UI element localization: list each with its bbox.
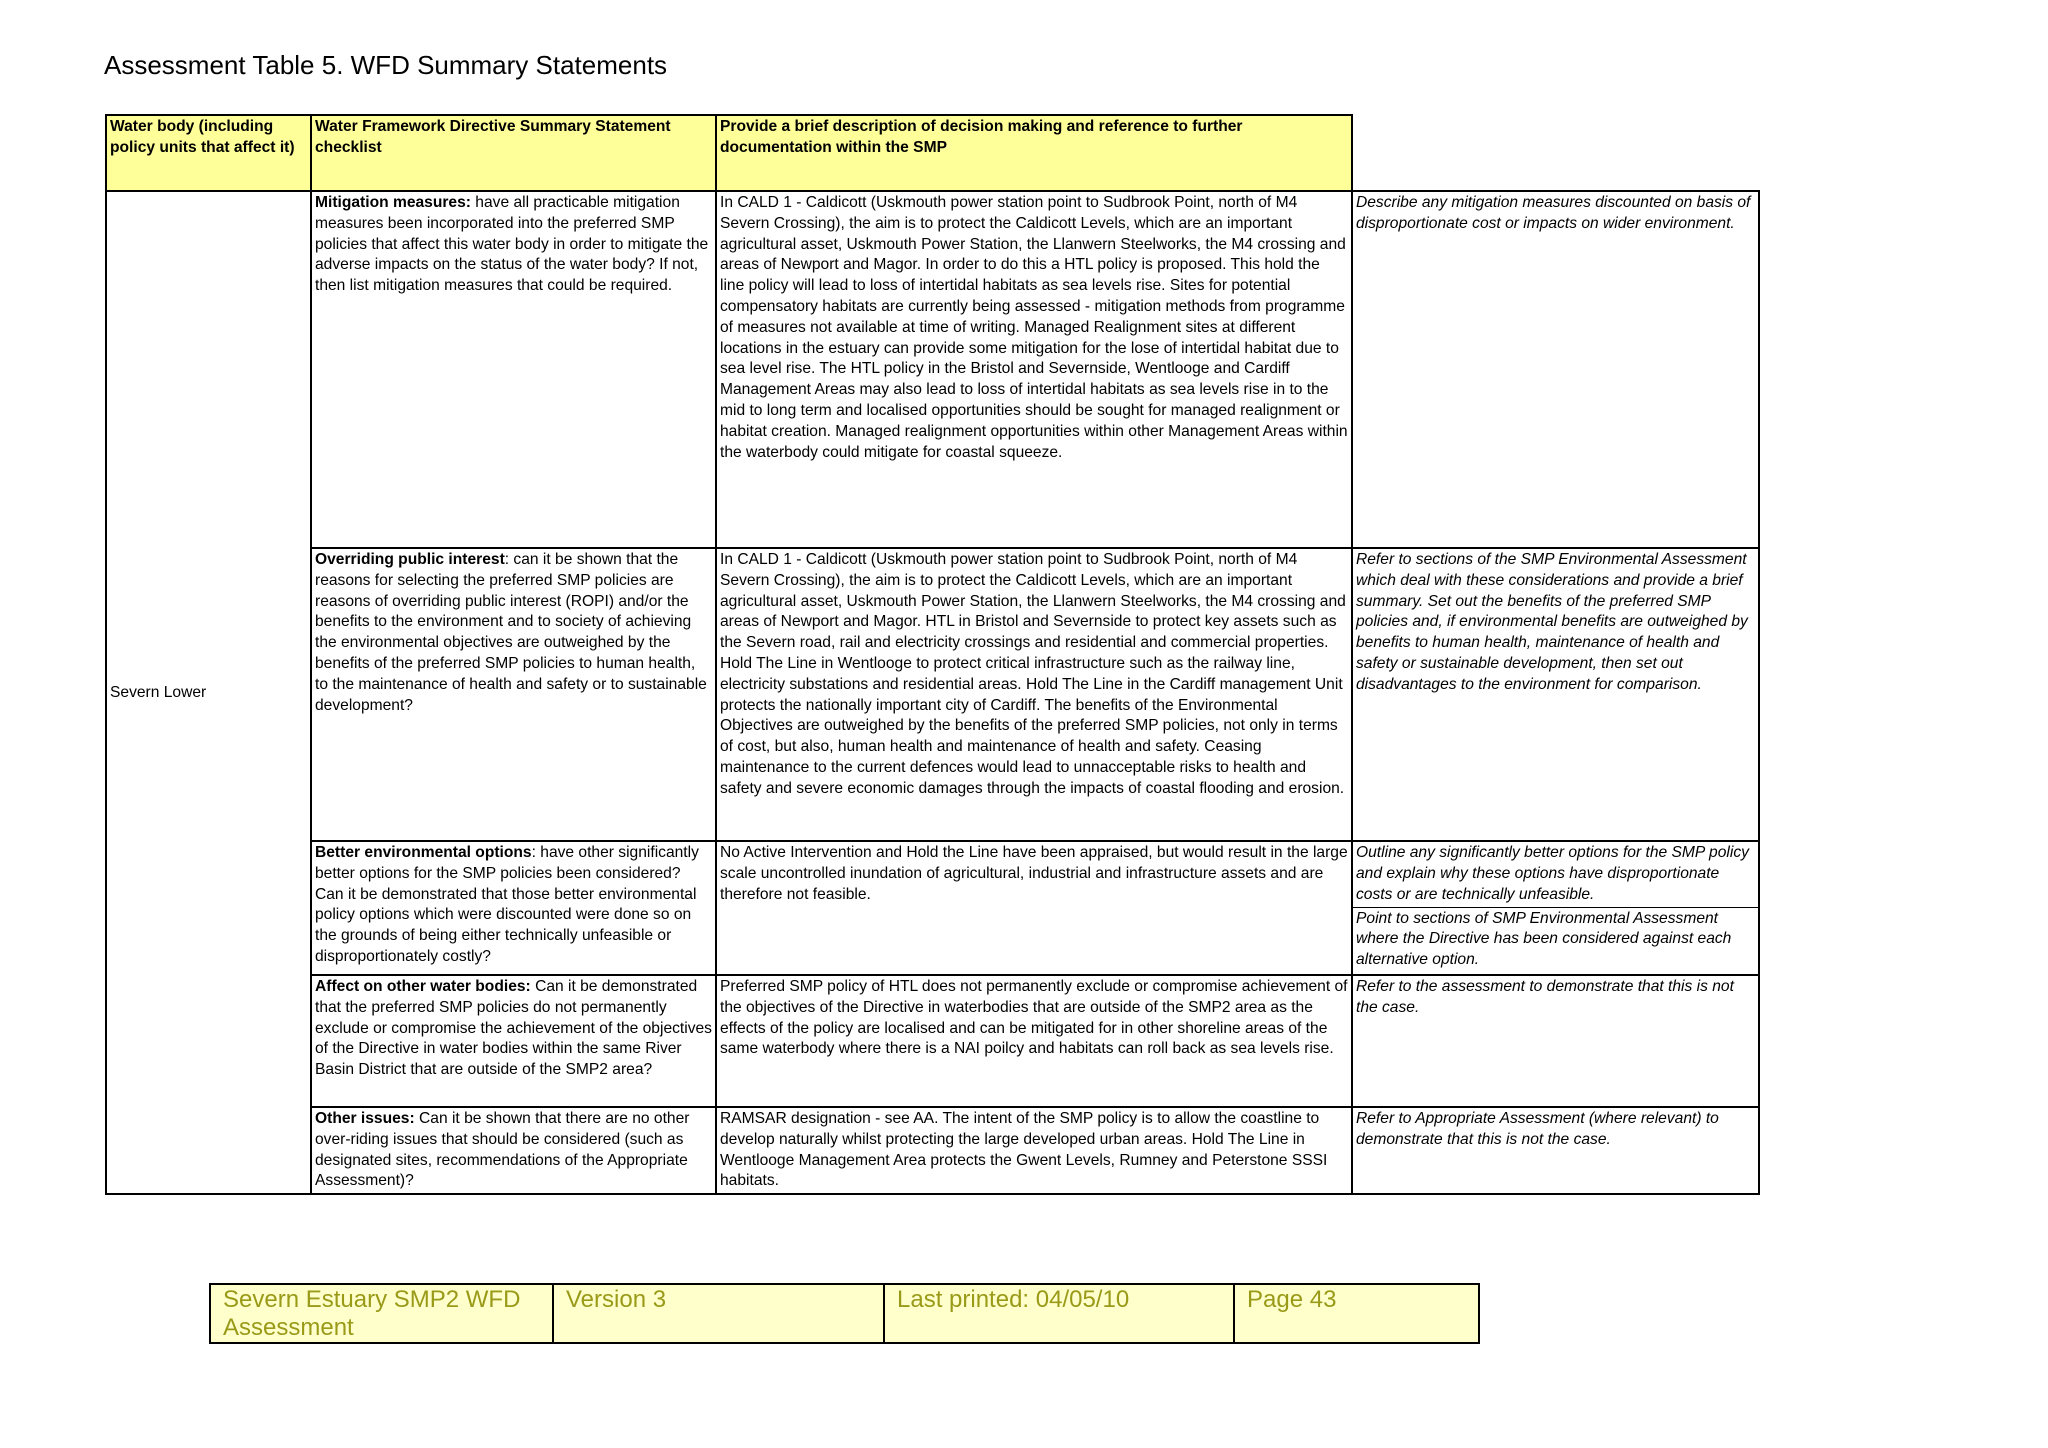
checklist-title: Better environmental options [315,844,532,861]
table-row [106,841,1759,907]
guidance-cell-alternative: Point to sections of SMP Environmental Assessment where the Directive has been considered against each alternative option. [1352,907,1759,975]
checklist-cell [311,1107,716,1194]
table-header-row [106,115,1759,191]
description-cell: In CALD 1 - Caldicott (Uskmouth power station point to Sudbrook Point, north of M4 Severn Crossing), the aim is to protect the Caldicott Levels, which are an important agricultural asset, Uskmouth Power Station, the Llanwern Steelworks, the M4 crossing and areas of Newport and Magor. In order to do this a HTL policy is proposed. This hold the line policy will lead to loss of intertidal habitats as sea levels rise. Sites for potential compensatory habitats are currently being assessed - mitigation methods from programme of measures not available at time of writing. Managed Realignment sites at different locations in the estuary can provide some mitigation for the lose of intertidal habitat due to sea level rise. The HTL policy in the Bristol and Severnside, Wentlooge and Cardiff Management Areas may also lead to loss of intertidal habitats as sea levels rise in to the mid to long term and localised opportunities should be sought for managed realignment or habitat creation. Managed realignment opportunities within other Management Areas within the waterbody could mitigate for coastal squeeze. [716,191,1352,548]
page-title: Assessment Table 5. WFD Summary Statements [104,50,668,80]
checklist-question: have all practicable mitigation measures been incorporated into the preferred SMP policies that affect this water body in order to mitigate the adverse impacts on the status of the water body? If not, then list mitigation measures that could be required. [315,194,709,295]
checklist-title: Overriding public interest [315,551,505,568]
description-cell: In CALD 1 - Caldicott (Uskmouth power station point to Sudbrook Point, north of M4 Severn Crossing), the aim is to protect the Caldicott Levels, which are an important agricultural asset, Uskmouth Power Station, the Llanwern Steelworks, the M4 crossing and areas of Newport and Magor. HTL in Bristol and Severnside to protect key assets such as the Severn road, rail and electricity crossings and residential and commercial properties. Hold The Line in Wentlooge to protect critical infrastructure such as the railway line, electricity substations and residential areas. Hold The Line in the Cardiff management Unit protects the nationally important city of Cardiff. The benefits of the Environmental Objectives are outweighed by the benefits of the preferred SMP policies, not only in terms of cost, but also, human health and maintenance of health and safety. Ceasing maintenance to the current defences would lead to unnacceptable risks to health and safety and severe economic damages through the impacts of coastal flooding and erosion. [716,548,1352,841]
description-cell: No Active Intervention and Hold the Line have been appraised, but would result in the large scale uncontrolled inundation of agricultural, industrial and infrastructure assets and are therefore not feasible. [716,841,1352,975]
checklist-title: Affect on other water bodies: [315,978,531,995]
guidance-cell: Outline any significantly better options for the SMP policy and explain why these options have disproportionate costs or are technically unfeasible. [1352,841,1759,907]
checklist-cell [311,191,716,548]
footer-document-title: Severn Estuary SMP2 WFD Assessment [210,1284,553,1343]
footer-version: Version 3 [553,1284,884,1343]
checklist-cell [311,548,716,841]
checklist-title: Mitigation measures: [315,194,471,211]
wfd-summary-table [105,114,1760,1195]
header-empty-cell [1352,115,1759,191]
guidance-cell: Refer to Appropriate Assessment (where relevant) to demonstrate that this is not the case. [1352,1107,1759,1194]
checklist-question: : have other significantly better options for the SMP policies been considered? Can it be demonstrated that those better environmental policy options which were discounted were done so on the grounds of being either technically unfeasible or disproportionately costly? [315,844,699,965]
checklist-question: Can it be shown that there are no other over-riding issues that should be considered (such as designated sites, recommendations of the Appropriate Assessment)? [315,1110,690,1190]
water-body-name: Severn Lower [106,191,311,1194]
guidance-cell: Describe any mitigation measures discounted on basis of disproportionate cost or impacts on wider environment. [1352,191,1759,548]
guidance-cell: Refer to the assessment to demonstrate that this is not the case. [1352,975,1759,1107]
header-checklist: Water Framework Directive Summary Statement checklist [311,115,716,191]
header-description: Provide a brief description of decision making and reference to further documentation within the SMP [716,115,1352,191]
checklist-title: Other issues: [315,1110,415,1127]
table-row [106,191,1759,548]
checklist-question: : can it be shown that the reasons for selecting the preferred SMP policies are reasons of overriding public interest (ROPI) and/or the benefits to the environment and to society of achieving the environmental objectives are outweighed by the benefits of the preferred SMP policies to human health, to the maintenance of health and safety or to sustainable development? [315,551,707,714]
header-water-body: Water body (including policy units that affect it) [106,115,311,191]
description-cell: Preferred SMP policy of HTL does not permanently exclude or compromise achievement of the objectives of the Directive in waterbodies that are outside of the SMP2 area as the effects of the policy are localised and can be mitigated for in other shoreline areas of the same waterbody where there is a NAI poilcy and habitats can roll back as sea levels rise. [716,975,1352,1107]
description-cell: RAMSAR designation - see AA. The intent of the SMP policy is to allow the coastline to develop naturally whilst protecting the large developed urban areas. Hold The Line in Wentlooge Management Area protects the Gwent Levels, Rumney and Peterstone SSSI habitats. [716,1107,1352,1194]
checklist-question: Can it be demonstrated that the preferred SMP policies do not permanently exclude or compromise the achievement of the objectives of the Directive in water bodies within the same River Basin District that are outside of the SMP2 area? [315,978,712,1079]
checklist-cell [311,975,716,1107]
guidance-cell: Refer to sections of the SMP Environmental Assessment which deal with these considerations and provide a brief summary. Set out the benefits of the preferred SMP policies and, if environmental benefits are outweighed by benefits to human health, maintenance of health and safety or sustainable development, then set out disadvantages to the environment for comparison. [1352,548,1759,841]
page-footer [209,1283,1480,1344]
checklist-cell [311,841,716,975]
footer-last-printed: Last printed: 04/05/10 [884,1284,1234,1343]
table-row [106,975,1759,1107]
table-row [106,548,1759,841]
footer-page-number: Page 43 [1234,1284,1479,1343]
table-row [106,1107,1759,1194]
